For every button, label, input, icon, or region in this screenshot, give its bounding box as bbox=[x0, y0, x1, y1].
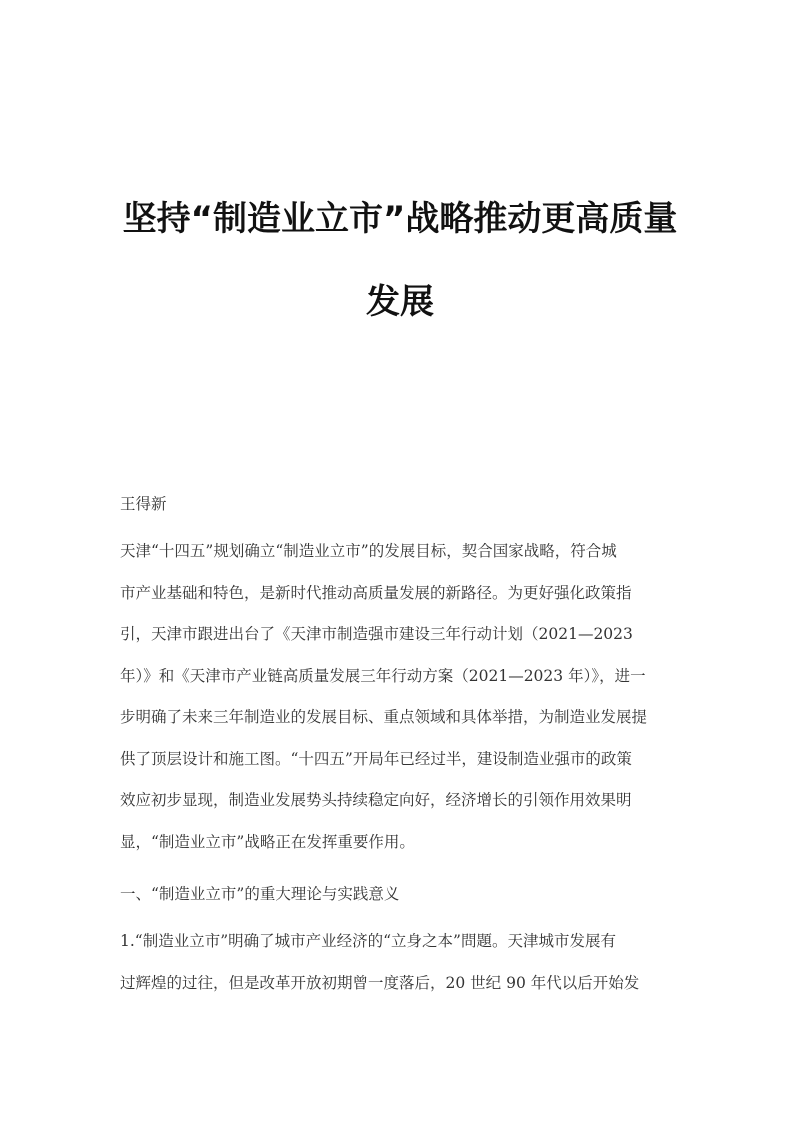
paragraph-line: 引，天津市跟进出台了《天津市制造强市建设三年行动计划（2021—2023 bbox=[120, 625, 633, 643]
paragraph-line: 步明确了未来三年制造业的发展目标、重点领域和具体举措，为制造业发展提 bbox=[120, 708, 648, 726]
section-paragraph bbox=[120, 921, 680, 1004]
section-heading: 一、“制造业立市”的重大理论与实践意义 bbox=[120, 885, 400, 903]
paragraph-line: 显，“制造业立市”战略正在发挥重要作用。 bbox=[120, 832, 415, 851]
paragraph-line: 年）》和《天津市产业链高质量发展三年行动方案（2021—2023 年）》，进一 bbox=[120, 666, 646, 685]
paragraph-line: 效应初步显现，制造业发展势头持续稳定向好，经济增长的引领作用效果明 bbox=[120, 791, 632, 809]
paragraph-line: 市产业基础和特色，是新时代推动高质量发展的新路径。为更好强化政策指 bbox=[120, 583, 632, 602]
paragraph-line: 天津“十四五”规划确立“制造业立市”的发展目标，契合国家战略，符合城 bbox=[120, 542, 617, 560]
paragraph-line: 供了顶层设计和施工图。“十四五”开局年已经过半，建设制造业强市的政策 bbox=[120, 749, 632, 768]
title-line: 坚持“制造业立市”战略推动更高质量 bbox=[122, 199, 678, 239]
author-name: 王得新 bbox=[120, 495, 167, 513]
paragraph-line: 过辉煌的过往，但是改革开放初期曾一度落后，20 世纪 90 年代以后开始发 bbox=[120, 973, 640, 992]
intro-paragraph bbox=[120, 531, 680, 863]
title-line: 发展 bbox=[366, 282, 434, 322]
document-title bbox=[100, 178, 700, 344]
paragraph-line: 1.“制造业立市”明确了城市产业经济的“立身之本”問題。天津城市发展有 bbox=[120, 932, 616, 950]
